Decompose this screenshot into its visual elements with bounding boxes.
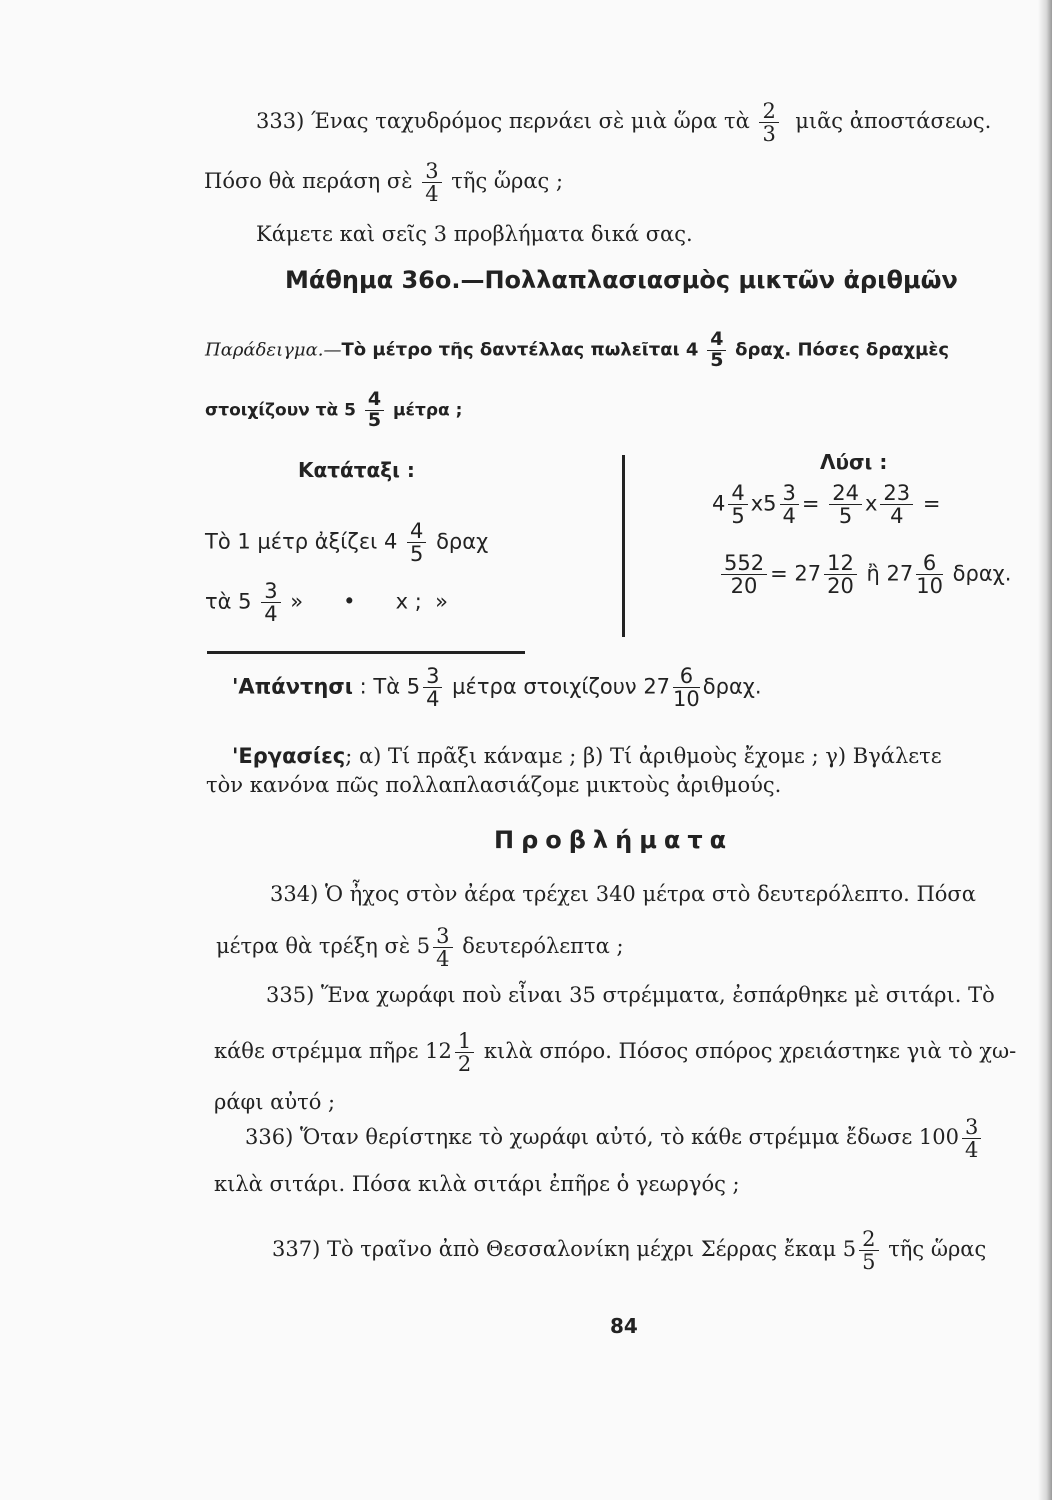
p335-line3: ράφι αὐτό ; bbox=[214, 1090, 336, 1114]
p333-line2: Πόσο θὰ περάση σὲ $\frac{3}{4}$ τῆς ὥρας ; bbox=[204, 159, 564, 207]
p336-line1: 336) Ὅταν θερίστηκε τὸ χωράφι αὐτό, τὸ κάθε στρέμμα ἔδωσε 100 $\frac{3}{4}$ bbox=[245, 1116, 984, 1161]
p333-line3: Κάμετε καὶ σεῖς 3 προβλήματα δικά σας. bbox=[256, 222, 693, 246]
p337-line1: 337) Τὸ τραῖνο ἀπὸ Θεσσαλονίκη μέχρι Σέρρας ἔκαμ 5 $\frac{2}{5}$ τῆς ὥρας bbox=[272, 1227, 987, 1275]
column-divider bbox=[622, 455, 625, 637]
p334-line2: μέτρα θὰ τρέξη σὲ 5 $\frac{3}{4}$ δευτερόλεπτα ; bbox=[216, 924, 624, 972]
solution-heading: Λύσι : bbox=[820, 450, 888, 474]
p336-line2: κιλὰ σιτάρι. Πόσα κιλὰ σιτάρι ἐπῆρε ὁ γεωργός ; bbox=[214, 1172, 740, 1196]
arrangement-row1: Τὸ 1 μέτρ ἀξίζει 4 $\frac{4}{5}$ δραχ bbox=[205, 519, 489, 567]
arrangement-row2: τὰ 5 $\frac{3}{4}$ » • x ; » bbox=[205, 579, 448, 627]
tasks-line1: 'Εργασίες; α) Τί πρᾶξι κάναμε ; β) Τί ἀριθμοὺς ἔχομε ; γ) Βγάλετε bbox=[232, 744, 942, 768]
page-number: 84 bbox=[610, 1314, 638, 1338]
answer-line: 'Απάντησι : Τὰ 5 $\frac{3}{4}$ μέτρα στοιχίζουν 27 $\frac{6}{10}$ δραχ. bbox=[232, 664, 762, 712]
lesson-title: Μάθημα 36ο.—Πολλαπλασιασμὸς μικτῶν ἀριθμῶν bbox=[285, 266, 958, 294]
tasks-line2: τὸν κανόνα πῶς πολλαπλασιάζομε μικτοὺς ἀριθμούς. bbox=[206, 773, 782, 797]
example-line1: Παράδειγμα.—Τὸ μέτρο τῆς δαντέλλας πωλεῖται 4 $\frac{4}{5}$ δραχ. Πόσες δραχμὲς bbox=[205, 328, 950, 371]
arrangement-underline bbox=[207, 651, 525, 654]
p334-line1: 334) Ὁ ἦχος στὸν ἀέρα τρέχει 340 μέτρα στὸ δευτερόλεπτο. Πόσα bbox=[270, 882, 976, 906]
p333-line1: 333) Ένας ταχυδρόμος περνάει σὲ μιὰ ὥρα τὰ $\frac{2}{3}$ μιᾶς ἀποστάσεως. bbox=[256, 99, 992, 147]
solution-line1: 4 $\frac{4}{5}$ x5 $\frac{3}{4}$ = $\frac{24}{5}$ x $\frac{23}{4}$ = bbox=[712, 481, 941, 529]
example-line2: στοιχίζουν τὰ 5 $\frac{4}{5}$ μέτρα ; bbox=[205, 388, 463, 431]
page-edge-shadow bbox=[1038, 0, 1052, 1500]
solution-line2: $\frac{552}{20}$ = 27 $\frac{12}{20}$ ἢ 27 $\frac{6}{10}$ δραχ. bbox=[718, 552, 1011, 597]
problems-heading: Προβλήματα bbox=[494, 826, 734, 854]
p335-line1: 335) Ἕνα χωράφι ποὺ εἶναι 35 στρέμματα, ἐσπάρθηκε μὲ σιτάρι. Τὸ bbox=[266, 983, 995, 1007]
arrangement-heading: Κατάταξι : bbox=[298, 458, 415, 482]
p335-line2: κάθε στρέμμα πῆρε 12 $\frac{1}{2}$ κιλὰ σπόρο. Πόσος σπόρος χρειάστηκε γιὰ τὸ χω- bbox=[214, 1029, 1017, 1077]
